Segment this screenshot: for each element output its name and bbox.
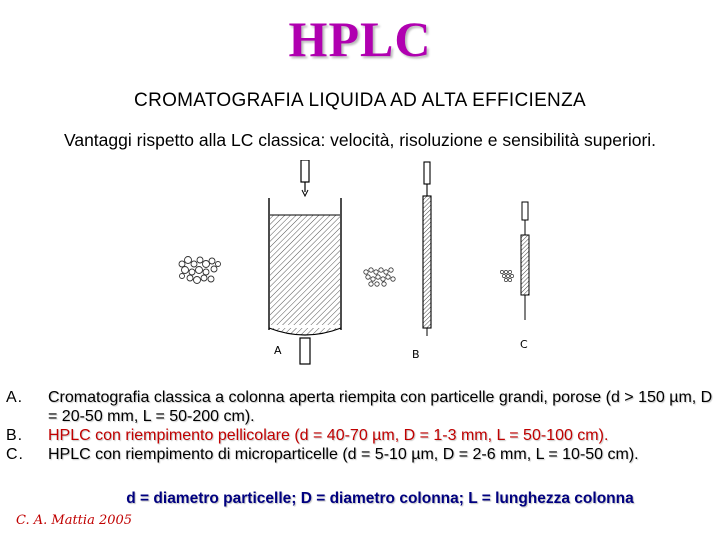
list-item [6, 426, 718, 445]
label-b: B [412, 348, 420, 361]
list-item-text: Cromatografia classica a colonna aperta riempita con particelle grandi, porose (d > 150 µm, D = 20-50 mm, L = 50-200 cm). [48, 389, 713, 425]
column-a-drawing [269, 160, 341, 364]
page-subtitle: CROMATOGRAFIA LIQUIDA AD ALTA EFFICIENZA [134, 90, 586, 111]
column-c-drawing [521, 202, 529, 320]
list-item-letter: C. [6, 446, 24, 463]
page-title: HPLC [288, 11, 432, 67]
list-item [6, 388, 718, 426]
column-b-drawing [423, 162, 431, 336]
author-credit: C. A. Mattia 2005 [16, 513, 133, 528]
list-item-text: HPLC con riempimento pellicolare (d = 40-70 µm, D = 1-3 mm, L = 50-100 cm). [48, 427, 609, 444]
list-item-letter: B. [6, 427, 24, 444]
particles-c-drawing [500, 270, 513, 281]
particles-b-drawing [364, 268, 395, 286]
list-item [6, 445, 718, 464]
list-item-text: HPLC con riempimento di microparticelle (d = 5-10 µm, D = 2-6 mm, L = 10-50 cm). [48, 446, 639, 463]
intro-text: Vantaggi rispetto alla LC classica: velocità, risoluzione e sensibilità superiori. [63, 130, 657, 150]
abbreviations-legend: d = diametro particelle; D = diametro colonna; L = lunghezza colonna [126, 490, 634, 507]
column-types-list [6, 388, 718, 464]
particles-a-drawing [179, 257, 221, 284]
columns-figure [170, 160, 550, 365]
list-item-letter: A. [6, 389, 24, 406]
label-c: C [520, 338, 528, 351]
label-a: A [274, 344, 282, 357]
